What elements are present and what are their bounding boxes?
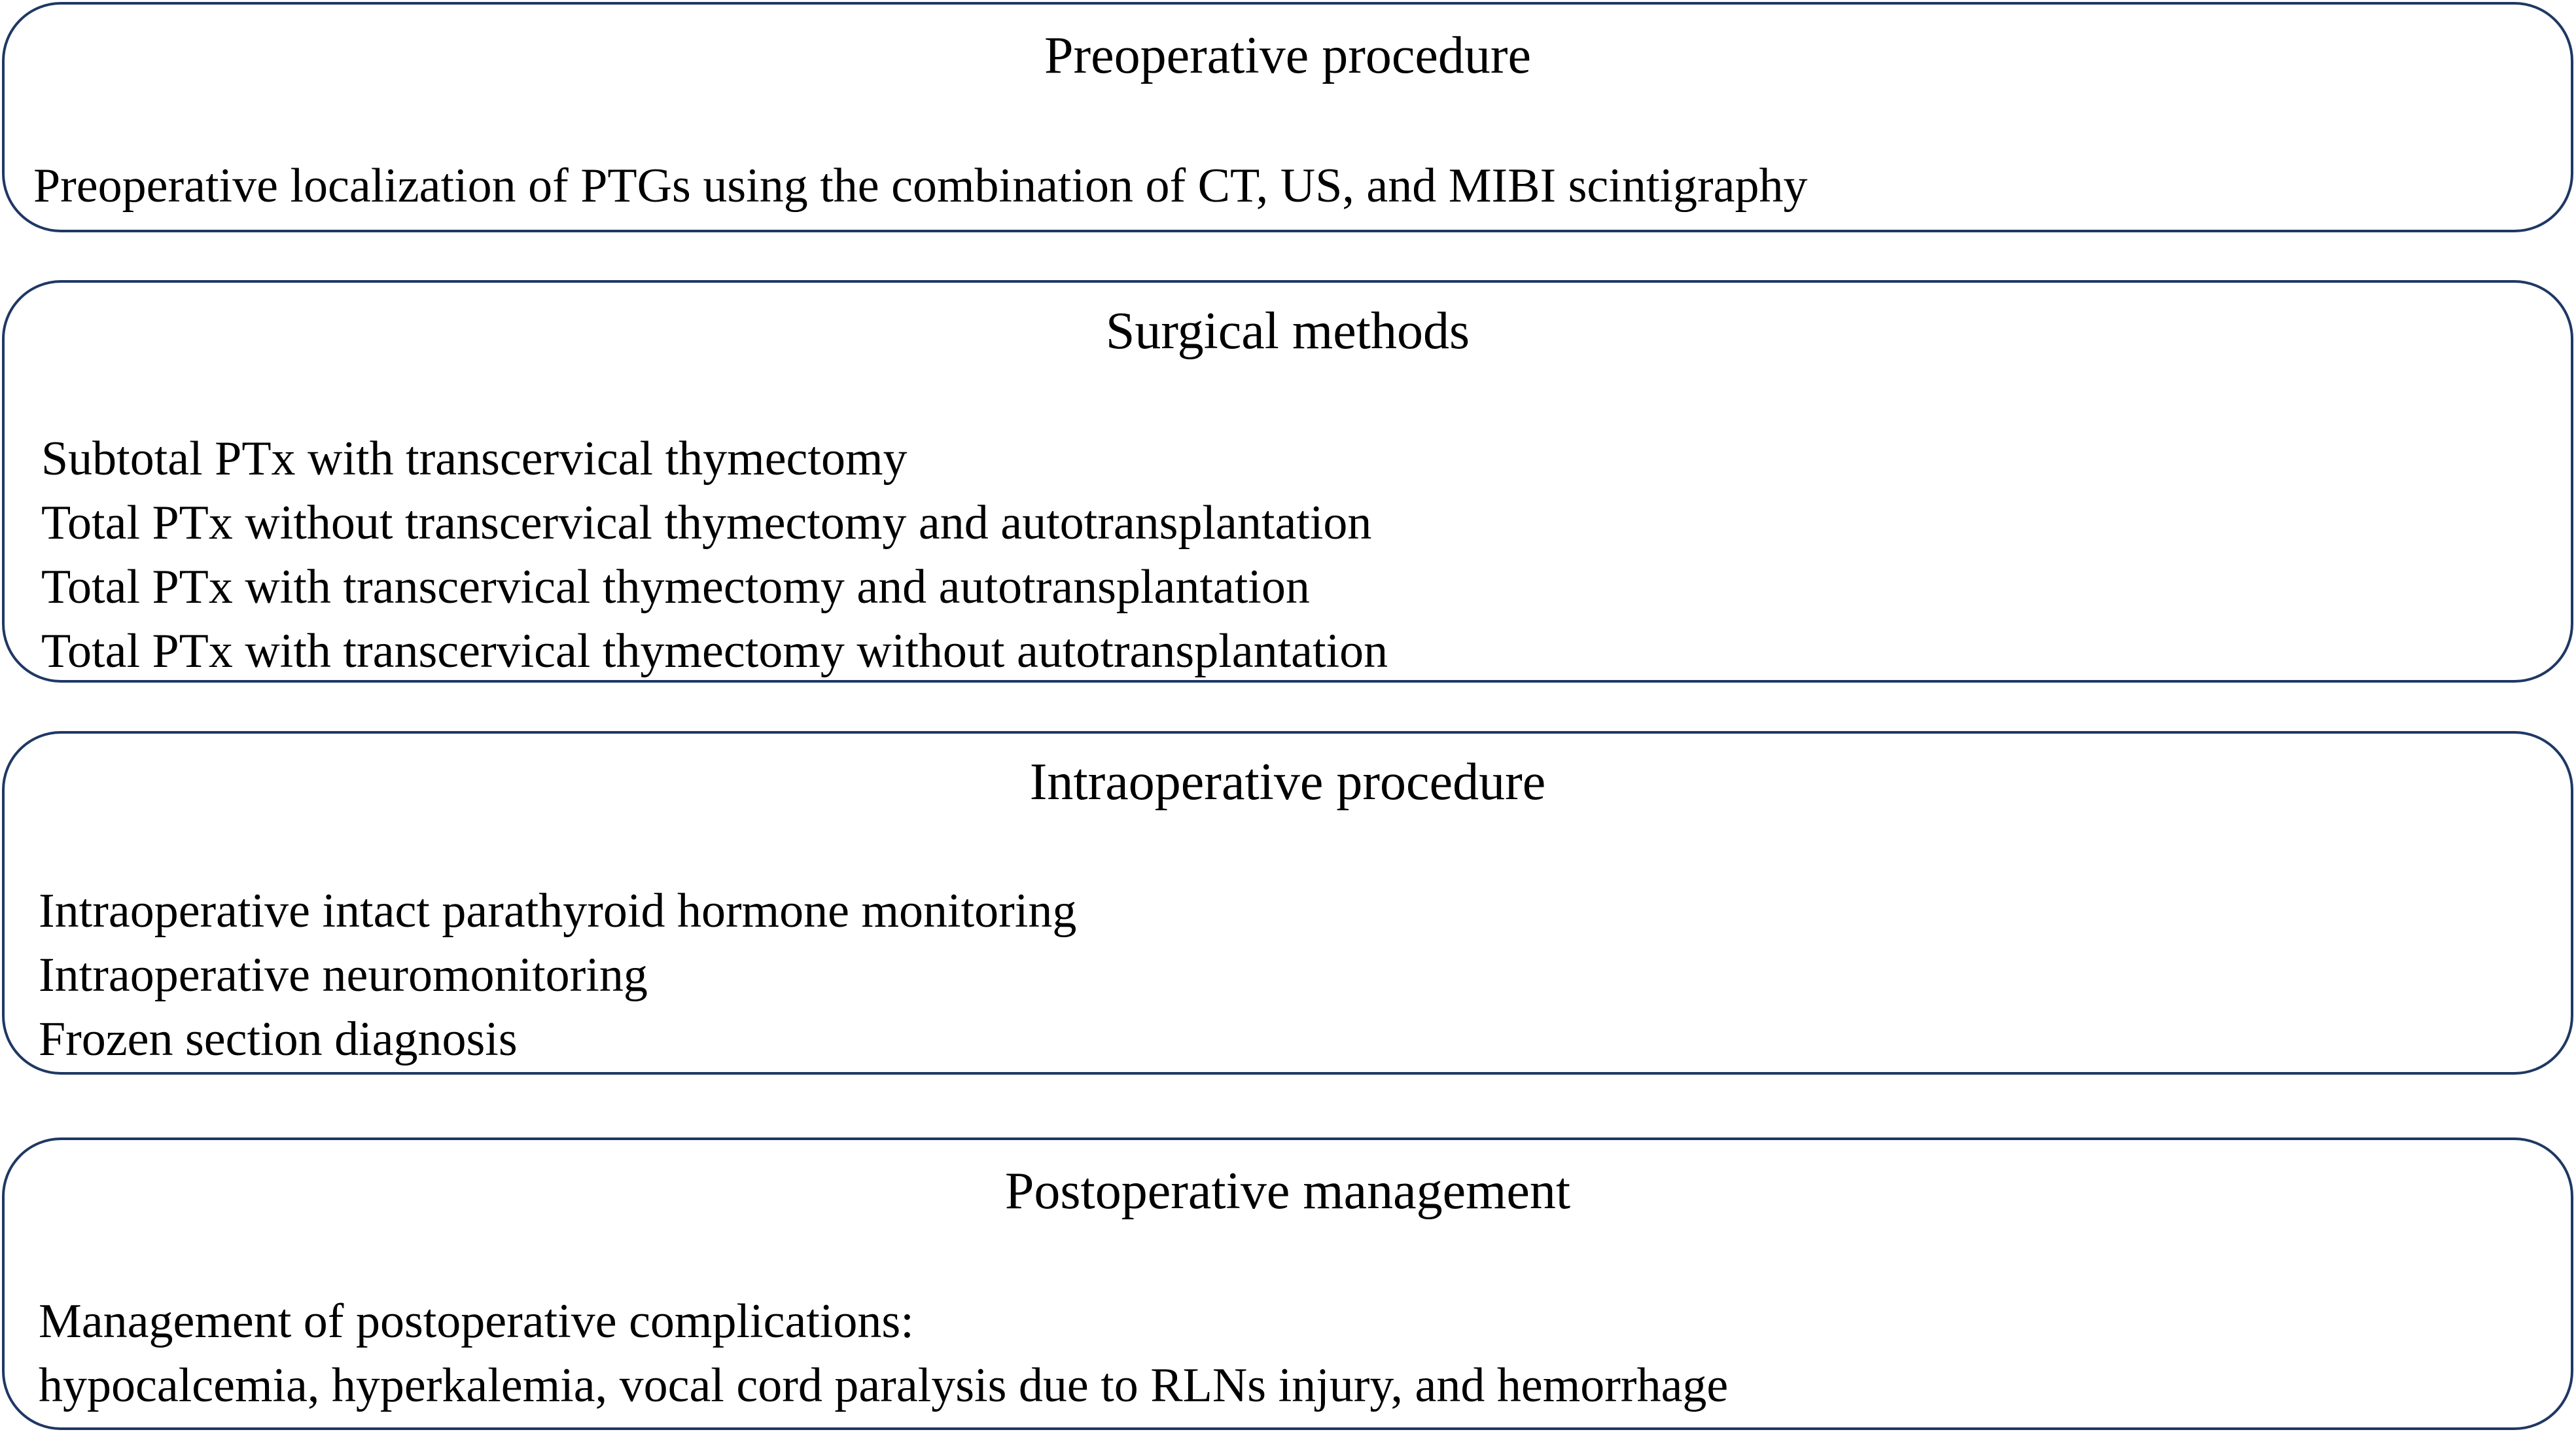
panel-surgical-methods: [2, 280, 2573, 683]
panel-body: [39, 879, 1076, 1071]
panel-body: [33, 154, 1807, 218]
panel-line: Intraoperative neuromonitoring: [39, 948, 648, 1002]
panel-line: Subtotal PTx with transcervical thymectomy: [41, 432, 908, 486]
panel-line: Preoperative localization of PTGs using the combination of CT, US, and MIBI scintigraphy: [33, 159, 1808, 213]
panel-line: Total PTx with transcervical thymectomy and autotransplantation: [41, 560, 1310, 614]
panel-title: Intraoperative procedure: [1029, 753, 1546, 811]
panel-line: Total PTx without transcervical thymectomy and autotransplantation: [41, 496, 1372, 550]
panel-title: Postoperative management: [1004, 1162, 1571, 1220]
panel-intraoperative-procedure: [2, 731, 2573, 1075]
panel-line: Intraoperative intact parathyroid hormone monitoring: [39, 884, 1077, 938]
panel-title: Preoperative procedure: [1044, 27, 1532, 84]
panel-body: [39, 1289, 1728, 1418]
panel-title: Surgical methods: [1105, 302, 1470, 360]
panel-preoperative-procedure: [2, 2, 2573, 232]
panel-postoperative-management: [2, 1137, 2573, 1430]
panel-line: Frozen section diagnosis: [39, 1012, 518, 1066]
panel-line: Management of postoperative complications:: [39, 1295, 914, 1348]
panel-body: [41, 427, 1388, 683]
panel-line: Total PTx with transcervical thymectomy without autotransplantation: [41, 624, 1388, 678]
panel-line: hypocalcemia, hyperkalemia, vocal cord paralysis due to RLNs injury, and hemorrhage: [39, 1359, 1729, 1412]
